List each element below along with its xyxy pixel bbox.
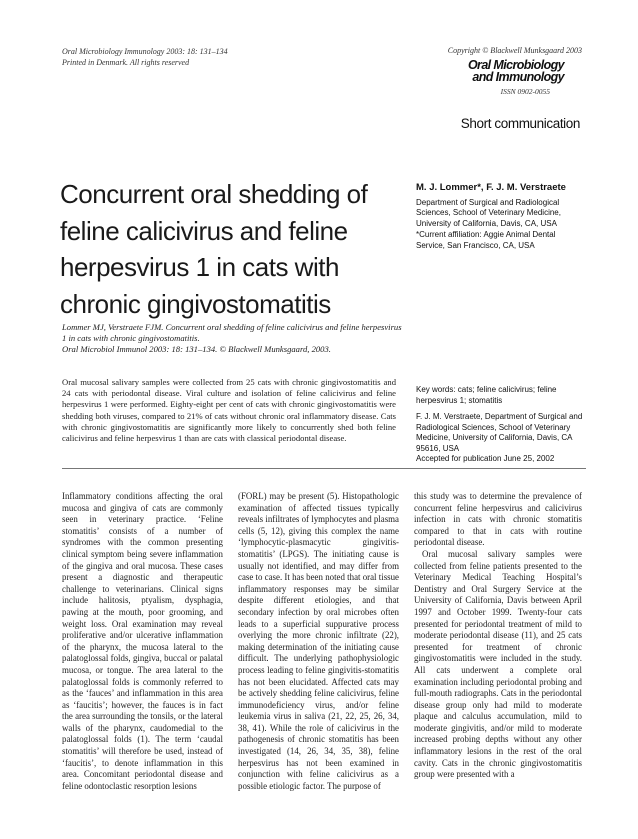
journal-name-line-2: and Immunology <box>472 70 564 84</box>
author-block <box>416 183 586 252</box>
correspondence: F. J. M. Verstraete, Department of Surgical and Radiological Sciences, School of Veterinary Medicine, University of California, Davis, CA 95616, USA <box>416 412 583 453</box>
copyright-line: Copyright © Blackwell Munksgaard 2003 <box>447 46 582 55</box>
citation-line-2: Oral Microbiol Immunol 2003: 18: 131–134. © Blackwell Munksgaard, 2003. <box>62 344 331 355</box>
abstract: Oral mucosal salivary samples were collected from 25 cats with chronic gingivostomatitis and 24 cats with periodontal disease. Viral culture and isolation of feline calicivirus and feline herpesvirus 1 were performed. Eighty-eight per cent of cats with chronic gingivostomatitis were shedding both viruses, compared to 21% of cats without chronic oral inflammatory disease. Cats with chronic gingivostomatitis are significantly more likely to concurrently shed both feline calicivirus and feline herpesvirus 1 than are cats with classical periodontal disease. <box>62 377 396 444</box>
author-names: M. J. Lommer*, F. J. M. Verstraete <box>416 182 566 193</box>
journal-citation-line: Oral Microbiology Immunology 2003: 18: 131–134 <box>62 47 228 56</box>
journal-header <box>62 46 228 68</box>
article-type: Short communication <box>460 116 580 131</box>
section-divider <box>62 468 586 469</box>
keywords-block <box>416 385 586 471</box>
article-title: Concurrent oral shedding of feline calicivirus and feline herpesvirus 1 in cats with chronic gingivostomatitis <box>60 179 368 319</box>
issn: ISSN 0902-0055 <box>500 87 550 96</box>
journal-name-line-1: Oral Microbiology <box>467 58 564 72</box>
print-line: Printed in Denmark. All rights reserved <box>62 58 190 67</box>
keywords: Key words: cats; feline calicivirus; feline herpesvirus 1; stomatitis <box>416 385 557 405</box>
body-column-3 <box>414 491 582 781</box>
journal-logo <box>468 59 564 83</box>
body-paragraph: (FORL) may be present (5). Histopathologic examination of affected tissues typically reveals infiltrates of lymphocytes and plasma cells (5, 12), giving this complex the name ‘lymphocytic-plasmacytic gingivitis-stomatitis’ (LPGS). The initiating cause is usually not identified, and may differ from case to case. It has been noted that oral tissue inflammatory responses may be similar despite different etiologies, and that secondary infection by oral microbes often leads to a superficial suppurative process overlying the more chronic infiltrate (22), making determination of the initiating cause difficult. The underlying pathophysiologic process leading to feline gingivitis-stomatitis has not been elucidated. Affected cats may be actively shedding feline calicivirus, feline immunodeficiency virus, and/or feline leukemia virus in saliva (21, 22, 25, 26, 34, 38, 41). While the role of calicivirus in the pathogenesis of chronic stomatitis has been investigated (14, 26, 34, 35, 38), feline herpesvirus has not been examined in conjunction with feline calicivirus as a possible etiologic factor. The purpose of <box>238 491 399 791</box>
current-affiliation: *Current affiliation: Aggie Animal Dental Service, San Francisco, CA, USA <box>416 230 556 250</box>
accepted-date: Accepted for publication June 25, 2002 <box>416 454 555 463</box>
citation-block <box>62 322 402 356</box>
citation-line-1: Lommer MJ, Verstraete FJM. Concurrent oral shedding of feline calicivirus and feline herpesvirus 1 in cats with chronic gingivostomatitis. <box>62 322 402 344</box>
body-column-1 <box>62 491 223 792</box>
author-affiliation: Department of Surgical and Radiological Sciences, School of Veterinary Medicine, University of California, Davis, CA, USA <box>416 197 561 228</box>
body-column-2 <box>238 491 399 792</box>
body-paragraph: Oral mucosal salivary samples were collected from feline patients presented to the Veterinary Medical Teaching Hospital’s Dentistry and Oral Surgery Service at the University of California, Davis between April 1997 and October 1999. Twenty-four cats presented for periodontal treatment of mild to moderate periodontal disease (11), and 25 cats presented for treatment of chronic gingivostomatitis were included in the study. All cats underwent a complete oral examination including periodontal probing and full-mouth radiographs. Cats in the periodontal disease group only had mild to moderate plaque and calculus accumulation, mild to moderate gingivitis, and/or mild to moderate increased probing depths without any other inflammatory lesions in the rest of the oral cavity. Cats in the chronic gingivostomatitis group were presented with a <box>414 548 582 780</box>
body-paragraph: this study was to determine the prevalence of concurrent feline herpesvirus and calicivirus infection in cats with chronic stomatitis compared to that in cats with routine periodontal disease. <box>414 491 582 548</box>
body-paragraph: Inflammatory conditions affecting the oral mucosa and gingiva of cats are commonly seen in veterinary practice. ‘Feline stomatitis’ consists of a number of syndromes with the common presenting clinical symptom being severe inflammation of the gingiva and oral mucosa. These cases present a diagnostic and therapeutic challenge to veterinarians. Clinical signs include halitosis, ptyalism, dysphagia, pawing at the mouth, poor grooming, and weight loss. Oral examination may reveal proliferative and/or ulcerative inflammation of the pharynx, the mucosa lateral to the palatoglossal folds, gingiva, buccal or palatal mucosa, or tongue. The area lateral to the palatoglossal folds is commonly referred to as the ‘fauces’ and inflammation in this area as ‘faucitis’; however, the fauces is in fact the area surrounding the tonsils, or the lateral walls of the pharynx, caudomedial to the palatoglossal folds (1). The term ‘caudal stomatitis’ will therefore be used, instead of ‘faucitis’, to denote inflammation in this area. Concomitant periodontal disease and feline odontoclastic resorption lesions <box>62 491 223 791</box>
